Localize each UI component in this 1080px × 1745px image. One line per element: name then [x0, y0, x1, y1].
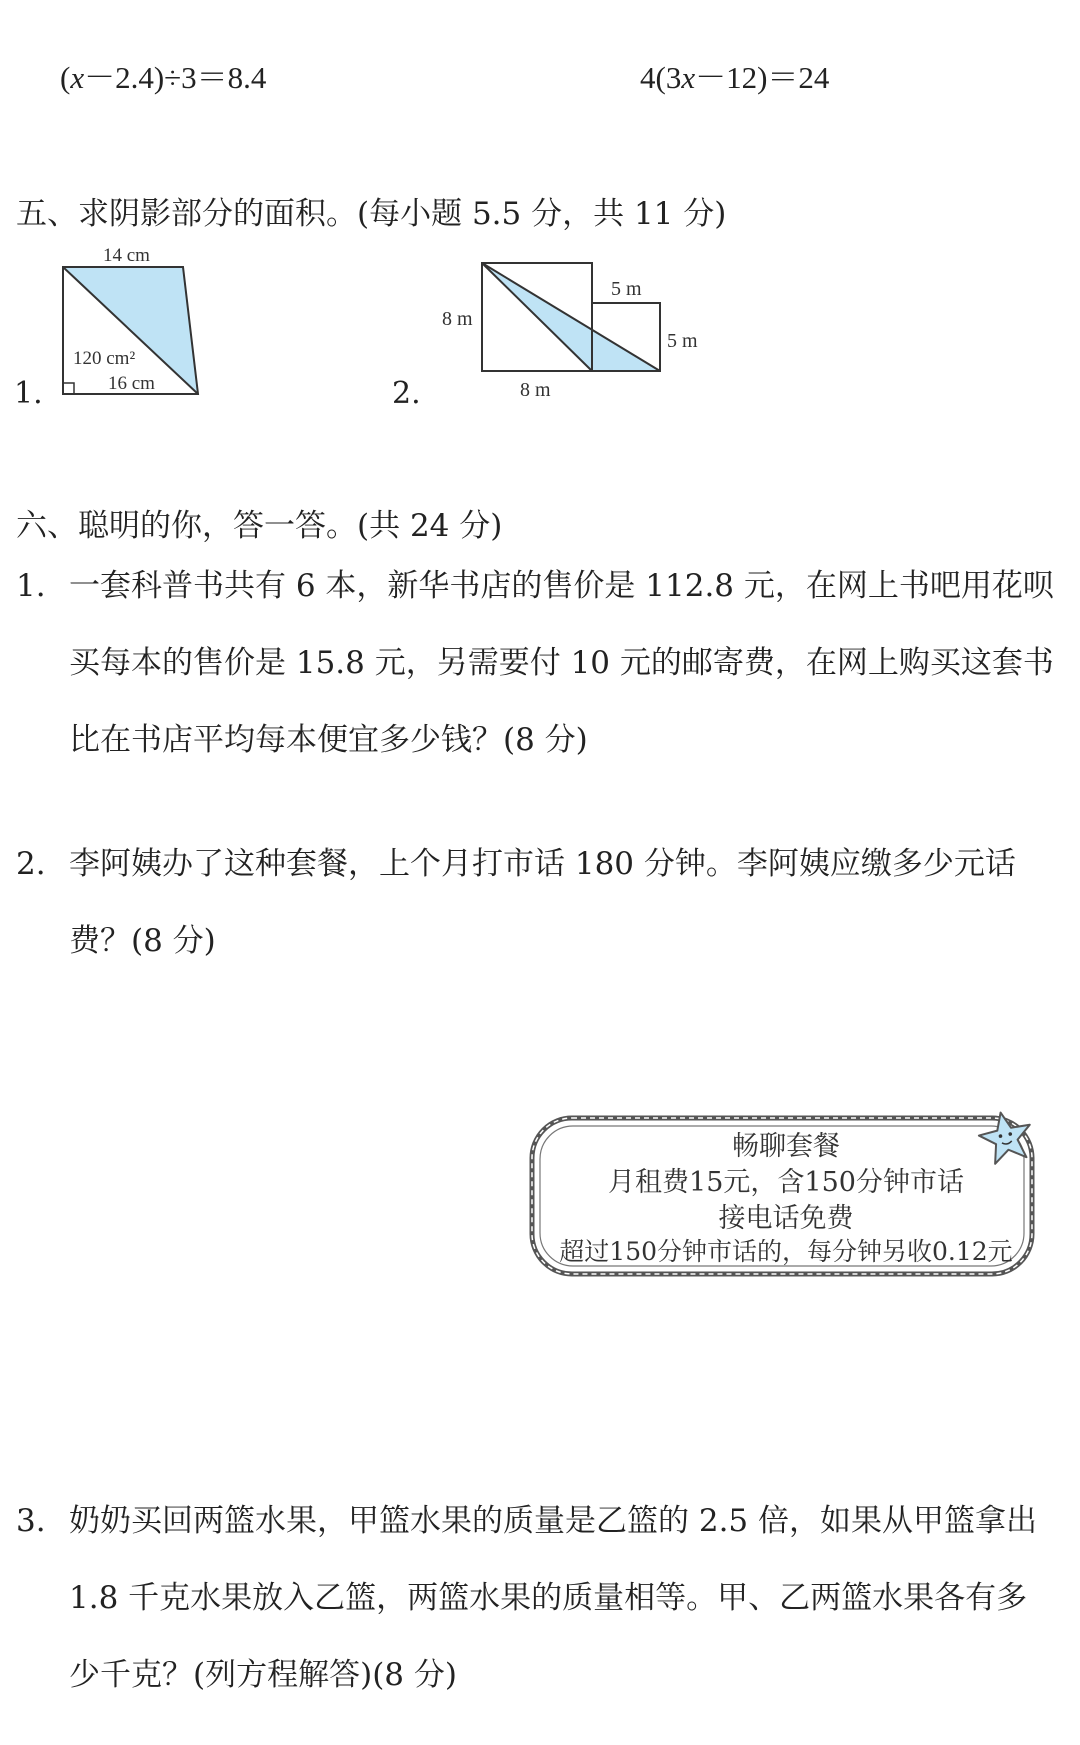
plan-title: 畅聊套餐 — [732, 1131, 840, 1162]
plan-card — [528, 1108, 1044, 1286]
right-angle-mark — [63, 383, 74, 394]
figure2-small-right-label: 5 m — [667, 330, 698, 352]
question-2-number: 2. — [16, 846, 46, 882]
equation-right: 4(3x－12)＝24 — [640, 60, 830, 95]
question-2-text: 李阿姨办了这种套餐，上个月打市话 180 分钟。李阿姨应缴多少元话费？(8 分) — [69, 846, 1016, 959]
plan-line-2: 接电话免费 — [718, 1203, 854, 1234]
section5-title: 五、求阴影部分的面积。(每小题 5.5 分，共 11 分) — [16, 196, 727, 232]
figure2-small-top-label: 5 m — [611, 278, 642, 300]
section6-title: 六、聪明的你，答一答。(共 24 分) — [16, 508, 503, 544]
figure2-left-label: 8 m — [442, 308, 473, 330]
figure1-trapezoid — [55, 240, 215, 405]
question-1 — [16, 548, 1056, 779]
figure1-bottom-label: 16 cm — [108, 373, 155, 394]
plan-line-1: 月租费15元，含150分钟市话 — [608, 1167, 964, 1198]
figure1-number: 1. — [14, 376, 43, 411]
figure2-bottom-label: 8 m — [520, 379, 551, 401]
question-3-text: 奶奶买回两篮水果，甲篮水果的质量是乙篮的 2.5 倍，如果从甲篮拿出 1.8 千克水果放入乙篮，两篮水果的质量相等。甲、乙两篮水果各有多少千克？(列方程解答)(8 分) — [69, 1503, 1038, 1693]
figure2-number: 2. — [392, 376, 421, 411]
figure1-area-label: 120 cm² — [73, 348, 136, 369]
figure2-squares — [430, 255, 710, 405]
question-3-number: 3. — [16, 1503, 46, 1539]
equation-left: (x－2.4)÷3＝8.4 — [60, 60, 267, 95]
question-2 — [16, 826, 1056, 980]
question-1-number: 1. — [16, 568, 46, 604]
figure1-top-label: 14 cm — [103, 245, 150, 266]
plan-line-3: 超过150分钟市话的，每分钟另收0.12元 — [559, 1237, 1013, 1266]
question-3 — [16, 1483, 1056, 1714]
question-1-text: 一套科普书共有 6 本，新华书店的售价是 112.8 元，在网上书吧用花呗买每本的售价是 15.8 元，另需要付 10 元的邮寄费，在网上购买这套书比在书店平均每本便宜多少钱？(8 分) — [69, 568, 1054, 758]
